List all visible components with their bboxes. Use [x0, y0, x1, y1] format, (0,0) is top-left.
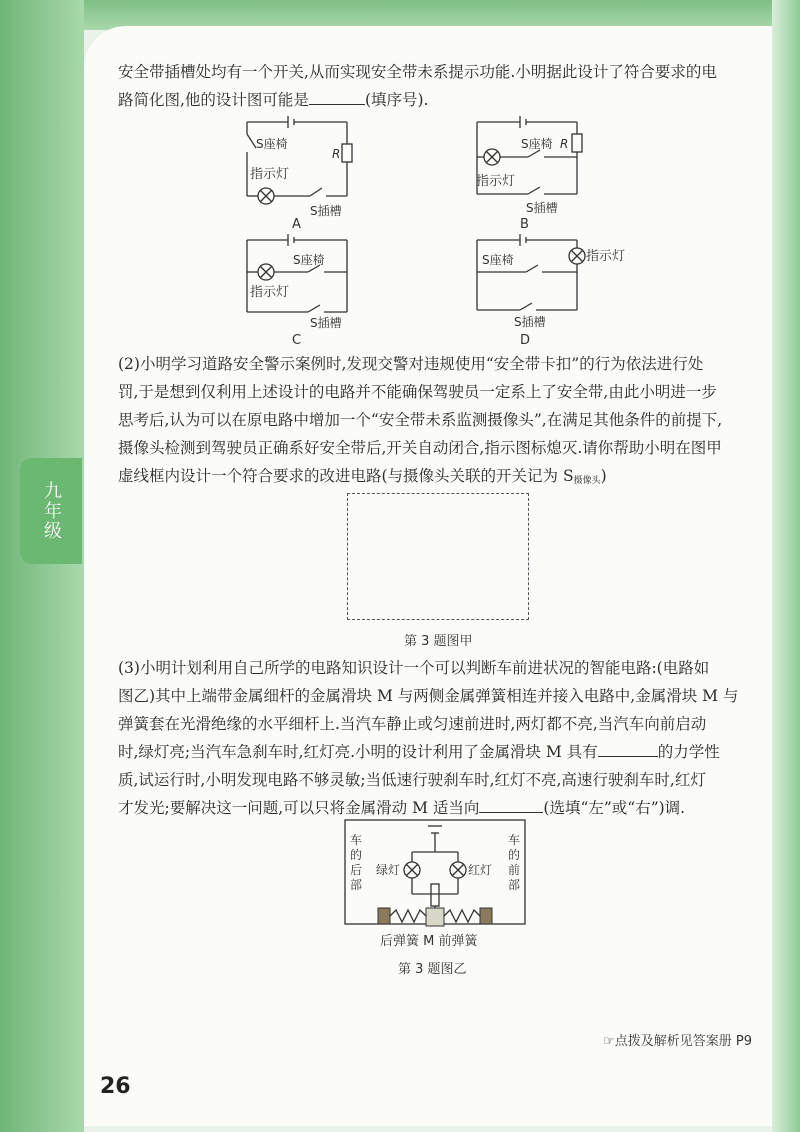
a-r-label: R: [332, 147, 341, 161]
para1-line1: 安全带插槽处均有一个开关,从而实现安全带未系提示功能.小明据此设计了符合要求的电: [118, 63, 717, 81]
green-lamp-label: 绿灯: [376, 863, 401, 877]
circuit-diagrams: [230, 112, 626, 348]
label-b: B: [520, 217, 529, 232]
d-slot-label: S插槽: [514, 315, 546, 329]
para3-line2: 图乙)其中上端带金属细杆的金属滑块 M 与两侧金属弹簧相连并接入电路中,金属滑块 M 与: [118, 687, 739, 705]
para3-line1: (3)小明计划利用自己所学的电路知识设计一个可以判断车前进状况的智能电路:(电路如: [118, 659, 710, 677]
label-c: C: [292, 333, 302, 348]
rear-label: 车的后部: [350, 833, 363, 892]
answer-dashed-box[interactable]: [347, 493, 529, 620]
answer-blank-3: [479, 794, 543, 813]
front-spring-base: [480, 908, 492, 924]
b-slot-label: S插槽: [526, 201, 558, 215]
para3-line4: [118, 738, 768, 766]
c-slot-label: S插槽: [310, 316, 342, 330]
para1-line2a: 路简化图,他的设计图可能是: [118, 91, 309, 109]
para3-line4b: 的力学性: [657, 743, 720, 761]
slider-m: [426, 908, 444, 926]
fig-yi-caption: 第 3 题图乙: [398, 962, 467, 977]
right-border: [772, 0, 800, 1132]
para2-line5-text: 虚线框内设计一个符合要求的改进电路(与摄像头关联的开关记为 S: [118, 467, 574, 485]
camera-subscript: 摄像头: [573, 476, 601, 486]
grade-tab: [20, 458, 82, 564]
para3-line5: 质,试运行时,小明发现电路不够灵敏;当低速行驶刹车时,红灯不亮,高速行驶刹车时,红灯: [118, 771, 706, 789]
para3-line3: 弹簧套在光滑绝缘的水平细杆上.当汽车静止或匀速前进时,两灯都不亮,当汽车向前启动: [118, 715, 707, 733]
page-number: 26: [100, 1074, 131, 1099]
spring-labels: 后弹簧 M 前弹簧: [380, 934, 478, 949]
c-lamp-label: 指示灯: [250, 285, 290, 300]
para1-line2: [118, 86, 768, 114]
c-seat-label: S座椅: [293, 253, 325, 267]
label-d: D: [520, 333, 531, 348]
a-seat-label: S座椅: [256, 137, 288, 151]
front-label: 车的前部: [508, 833, 521, 892]
para2-line3: 思考后,认为可以在原电路中增加一个“安全带未系监测摄像头”,在满足其他条件的前提下,: [118, 411, 723, 429]
answer-reference: ☞点拨及解析见答案册 P9: [603, 1034, 752, 1049]
para3-line6a: 才发光;要解决这一问题,可以只将金属滑动 M 适当向: [118, 799, 480, 817]
b-lamp-label: 指示灯: [476, 174, 516, 189]
label-a: A: [292, 217, 301, 232]
a-lamp-label: 指示灯: [250, 167, 290, 182]
d-lamp-label: 指示灯: [586, 249, 626, 264]
a-slot-label: S插槽: [310, 204, 342, 218]
para2-line5-end: ): [600, 467, 607, 485]
grade-tab-label: 九年级: [41, 481, 62, 541]
fig-yi-diagram: [340, 818, 530, 956]
b-r-label: R: [560, 137, 569, 151]
answer-blank-1: [309, 86, 365, 105]
left-border: [0, 0, 84, 1132]
b-seat-label: S座椅: [521, 137, 553, 151]
answer-blank-2: [598, 738, 658, 757]
fig-jia-caption: 第 3 题图甲: [404, 634, 473, 649]
para3-line6b: (选填“左”或“右”)调.: [543, 799, 686, 817]
para2-line5: [118, 462, 768, 495]
rear-spring-base: [378, 908, 390, 924]
d-seat-label: S座椅: [482, 253, 514, 267]
para1-line2b: (填序号).: [364, 91, 429, 109]
red-lamp-label: 红灯: [468, 863, 493, 877]
para2-line4: 摄像头检测到驾驶员正确系好安全带后,开关自动闭合,指示图标熄灭.请你帮助小明在图甲: [118, 439, 722, 457]
para2-line2: 罚,于是想到仅利用上述设计的电路并不能确保驾驶员一定系上了安全带,由此小明进一步: [118, 383, 717, 401]
para2-line1: (2)小明学习道路安全警示案例时,发现交警对违规使用“安全带卡扣”的行为依法进行处: [118, 355, 704, 373]
para3-line4a: 时,绿灯亮;当汽车急刹车时,红灯亮.小明的设计利用了金属滑块 M 具有: [118, 743, 598, 761]
